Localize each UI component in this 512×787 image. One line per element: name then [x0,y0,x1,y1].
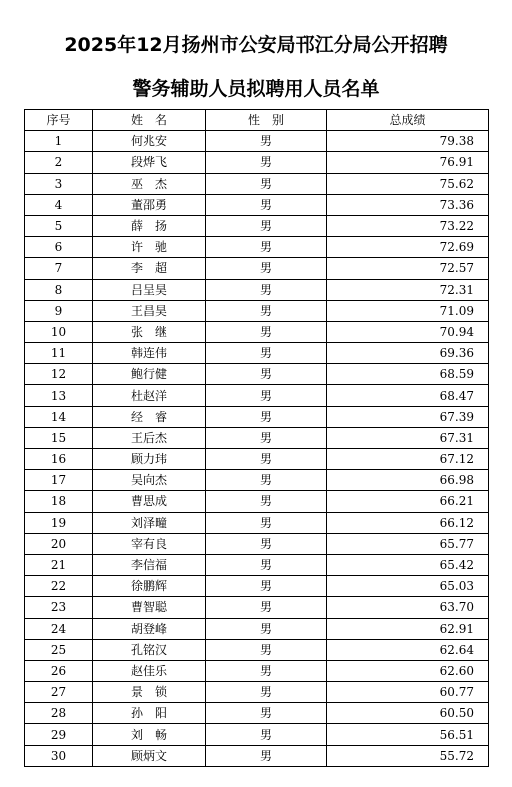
cell-no: 12 [25,364,93,385]
cell-no: 27 [25,682,93,703]
cell-gender: 男 [206,173,327,194]
cell-no: 4 [25,194,93,215]
document-title-line-1: 2025年12月扬州市公安局邗江分局公开招聘 [64,34,448,56]
table-row [25,385,489,406]
cell-gender: 男 [206,300,327,321]
cell-name: 李 超 [93,258,206,279]
cell-score: 60.77 [327,682,489,703]
cell-name: 鲍行健 [93,364,206,385]
cell-no: 9 [25,300,93,321]
cell-name: 顾炳文 [93,745,206,766]
table-row [25,597,489,618]
cell-no: 19 [25,512,93,533]
cell-gender: 男 [206,682,327,703]
cell-gender: 男 [206,343,327,364]
cell-score: 75.62 [327,173,489,194]
cell-score: 55.72 [327,745,489,766]
cell-gender: 男 [206,427,327,448]
table-row [25,300,489,321]
cell-score: 72.31 [327,279,489,300]
cell-gender: 男 [206,491,327,512]
cell-score: 65.42 [327,554,489,575]
table-row [25,152,489,173]
cell-name: 顾力玮 [93,449,206,470]
cell-name: 曹智聪 [93,597,206,618]
cell-gender: 男 [206,385,327,406]
cell-no: 6 [25,237,93,258]
table-header-row [25,110,489,131]
cell-score: 73.36 [327,194,489,215]
cell-gender: 男 [206,576,327,597]
cell-name: 曹思成 [93,491,206,512]
cell-name: 刘 畅 [93,724,206,745]
table-row [25,724,489,745]
table-row [25,576,489,597]
cell-score: 71.09 [327,300,489,321]
table-row [25,406,489,427]
cell-no: 22 [25,576,93,597]
cell-score: 62.60 [327,660,489,681]
cell-name: 韩连伟 [93,343,206,364]
cell-no: 5 [25,215,93,236]
column-header-score: 总成绩 [327,110,489,131]
table-row [25,554,489,575]
table-row [25,618,489,639]
table-row [25,343,489,364]
table-row [25,470,489,491]
cell-no: 17 [25,470,93,491]
cell-no: 30 [25,745,93,766]
table-row [25,427,489,448]
cell-no: 2 [25,152,93,173]
cell-no: 14 [25,406,93,427]
cell-score: 62.64 [327,639,489,660]
table-row [25,682,489,703]
cell-score: 65.03 [327,576,489,597]
cell-no: 3 [25,173,93,194]
cell-name: 宰有良 [93,533,206,554]
cell-score: 79.38 [327,131,489,152]
cell-no: 15 [25,427,93,448]
cell-name: 许 驰 [93,237,206,258]
cell-score: 72.57 [327,258,489,279]
table-row [25,215,489,236]
cell-score: 68.59 [327,364,489,385]
document-title-line-2: 警务辅助人员拟聘用人员名单 [132,78,380,100]
cell-no: 8 [25,279,93,300]
cell-name: 徐鹏辉 [93,576,206,597]
cell-score: 60.50 [327,703,489,724]
cell-score: 67.39 [327,406,489,427]
cell-gender: 男 [206,724,327,745]
table-row [25,279,489,300]
cell-no: 7 [25,258,93,279]
cell-name: 董邵勇 [93,194,206,215]
cell-name: 胡登峰 [93,618,206,639]
cell-gender: 男 [206,237,327,258]
cell-gender: 男 [206,215,327,236]
table-row [25,639,489,660]
cell-name: 李信福 [93,554,206,575]
table-row [25,194,489,215]
cell-gender: 男 [206,364,327,385]
cell-score: 66.21 [327,491,489,512]
cell-no: 18 [25,491,93,512]
cell-score: 56.51 [327,724,489,745]
cell-no: 11 [25,343,93,364]
cell-gender: 男 [206,470,327,491]
cell-no: 13 [25,385,93,406]
cell-gender: 男 [206,660,327,681]
cell-score: 70.94 [327,321,489,342]
cell-gender: 男 [206,194,327,215]
cell-name: 吴向杰 [93,470,206,491]
cell-no: 1 [25,131,93,152]
cell-name: 刘泽疃 [93,512,206,533]
cell-score: 66.98 [327,470,489,491]
cell-score: 73.22 [327,215,489,236]
cell-score: 67.12 [327,449,489,470]
cell-gender: 男 [206,512,327,533]
table-row [25,512,489,533]
cell-no: 29 [25,724,93,745]
cell-name: 孙 阳 [93,703,206,724]
table-row [25,491,489,512]
cell-gender: 男 [206,131,327,152]
cell-score: 76.91 [327,152,489,173]
cell-no: 26 [25,660,93,681]
cell-gender: 男 [206,618,327,639]
hiring-list-table [24,109,489,767]
cell-score: 62.91 [327,618,489,639]
cell-score: 63.70 [327,597,489,618]
cell-gender: 男 [206,258,327,279]
table-row [25,449,489,470]
cell-no: 23 [25,597,93,618]
cell-name: 薛 扬 [93,215,206,236]
cell-name: 王后杰 [93,427,206,448]
table-row [25,745,489,766]
cell-gender: 男 [206,279,327,300]
cell-name: 经 睿 [93,406,206,427]
cell-no: 20 [25,533,93,554]
table-row [25,660,489,681]
cell-gender: 男 [206,597,327,618]
cell-no: 28 [25,703,93,724]
cell-score: 69.36 [327,343,489,364]
table-row [25,533,489,554]
cell-name: 孔铭汉 [93,639,206,660]
cell-name: 吕呈昊 [93,279,206,300]
table-row [25,364,489,385]
cell-name: 段烨飞 [93,152,206,173]
table-row [25,131,489,152]
cell-gender: 男 [206,639,327,660]
cell-gender: 男 [206,152,327,173]
column-header-gender: 性 别 [206,110,327,131]
table-row [25,258,489,279]
cell-name: 赵佳乐 [93,660,206,681]
cell-gender: 男 [206,554,327,575]
cell-gender: 男 [206,533,327,554]
cell-gender: 男 [206,449,327,470]
cell-gender: 男 [206,406,327,427]
table-row [25,237,489,258]
cell-score: 67.31 [327,427,489,448]
cell-no: 25 [25,639,93,660]
table-body [25,131,489,767]
cell-gender: 男 [206,703,327,724]
cell-no: 10 [25,321,93,342]
column-header-name: 姓 名 [93,110,206,131]
cell-name: 张 继 [93,321,206,342]
cell-name: 杜赵洋 [93,385,206,406]
cell-name: 何兆安 [93,131,206,152]
cell-no: 16 [25,449,93,470]
cell-name: 王昌昊 [93,300,206,321]
cell-score: 68.47 [327,385,489,406]
cell-gender: 男 [206,745,327,766]
table-row [25,321,489,342]
column-header-no: 序号 [25,110,93,131]
cell-no: 21 [25,554,93,575]
cell-name: 巫 杰 [93,173,206,194]
cell-name: 景 锁 [93,682,206,703]
cell-score: 66.12 [327,512,489,533]
cell-no: 24 [25,618,93,639]
cell-gender: 男 [206,321,327,342]
cell-score: 72.69 [327,237,489,258]
table-row [25,173,489,194]
cell-score: 65.77 [327,533,489,554]
table-row [25,703,489,724]
